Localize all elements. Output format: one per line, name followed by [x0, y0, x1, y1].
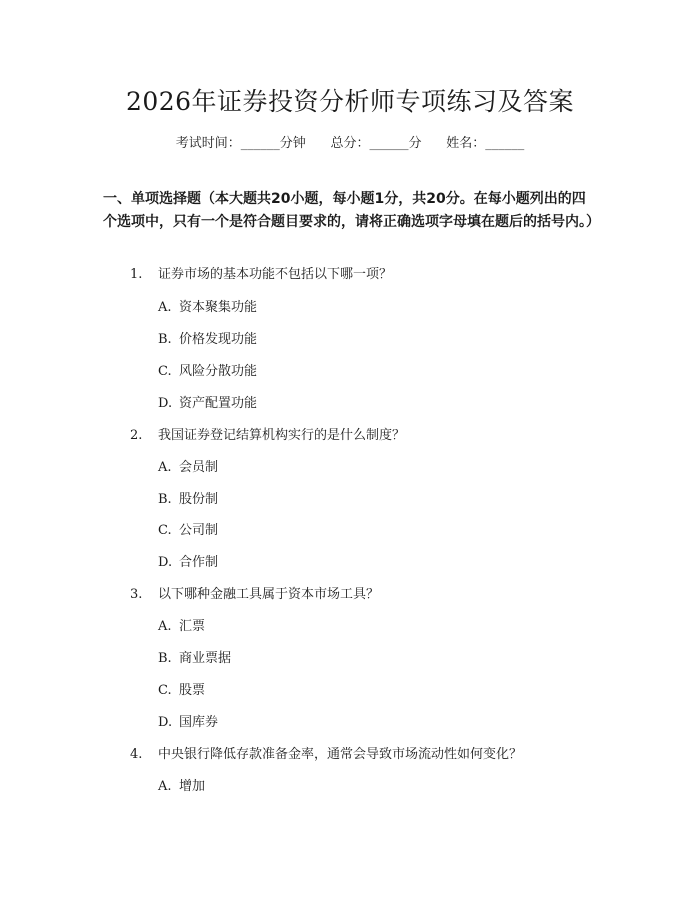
- option-3c: [158, 679, 205, 698]
- option-text: 价格发现功能: [179, 332, 258, 347]
- option-1a: [158, 296, 257, 315]
- question-text: 中央银行降低存款准备金率，通常会导致市场流动性如何变化？: [158, 747, 523, 762]
- option-text: 会员制: [179, 460, 219, 475]
- option-letter: B.: [158, 492, 172, 507]
- option-letter: C.: [158, 683, 172, 698]
- option-text: 增加: [179, 779, 206, 794]
- question-text: 我国证券登记结算机构实行的是什么制度？: [158, 428, 406, 443]
- option-3a: [158, 615, 205, 634]
- option-text: 股份制: [179, 492, 219, 507]
- option-letter: C.: [158, 523, 172, 538]
- option-letter: D.: [158, 555, 173, 570]
- question-text: 证券市场的基本功能不包括以下哪一项？: [158, 267, 393, 282]
- option-1c: [158, 360, 257, 379]
- question-1: [130, 263, 392, 282]
- option-text: 风险分散功能: [179, 364, 258, 379]
- option-3b: [158, 647, 231, 666]
- question-number: 3.: [130, 587, 143, 602]
- page-title: 2026年证券投资分析师专项练习及答案: [125, 87, 575, 116]
- question-number: 1.: [130, 267, 143, 282]
- exam-meta-line: 考试时间：______分钟 总分：______分 姓名：______: [175, 136, 525, 151]
- question-text: 以下哪种金融工具属于资本市场工具？: [158, 587, 380, 602]
- option-letter: D.: [158, 396, 173, 411]
- section-heading: 一、单项选择题（本大题共20小题，每小题1分，共20分。在每小题列出的四个选项中，只有一个是符合题目要求的，请将正确选项字母填在题后的括号内。）: [103, 191, 600, 230]
- option-text: 资产配置功能: [179, 396, 258, 411]
- option-1d: [158, 392, 257, 411]
- option-letter: C.: [158, 364, 172, 379]
- option-text: 合作制: [179, 555, 219, 570]
- option-letter: B.: [158, 651, 172, 666]
- question-2: [130, 424, 405, 443]
- option-3d: [158, 711, 218, 730]
- option-text: 资本聚集功能: [179, 300, 258, 315]
- option-4a: [158, 775, 205, 794]
- option-2b: [158, 488, 218, 507]
- option-letter: A.: [158, 619, 172, 634]
- option-2d: [158, 551, 218, 570]
- question-4: [130, 743, 522, 762]
- option-2c: [158, 519, 218, 538]
- option-letter: A.: [158, 779, 172, 794]
- option-letter: A.: [158, 300, 172, 315]
- option-1b: [158, 328, 257, 347]
- option-text: 股票: [179, 683, 206, 698]
- question-3: [130, 583, 379, 602]
- question-number: 4.: [130, 747, 143, 762]
- option-letter: D.: [158, 715, 173, 730]
- option-text: 国库券: [179, 715, 219, 730]
- question-number: 2.: [130, 428, 143, 443]
- option-text: 汇票: [179, 619, 206, 634]
- option-text: 商业票据: [179, 651, 232, 666]
- option-letter: B.: [158, 332, 172, 347]
- option-letter: A.: [158, 460, 172, 475]
- option-text: 公司制: [179, 523, 219, 538]
- option-2a: [158, 456, 218, 475]
